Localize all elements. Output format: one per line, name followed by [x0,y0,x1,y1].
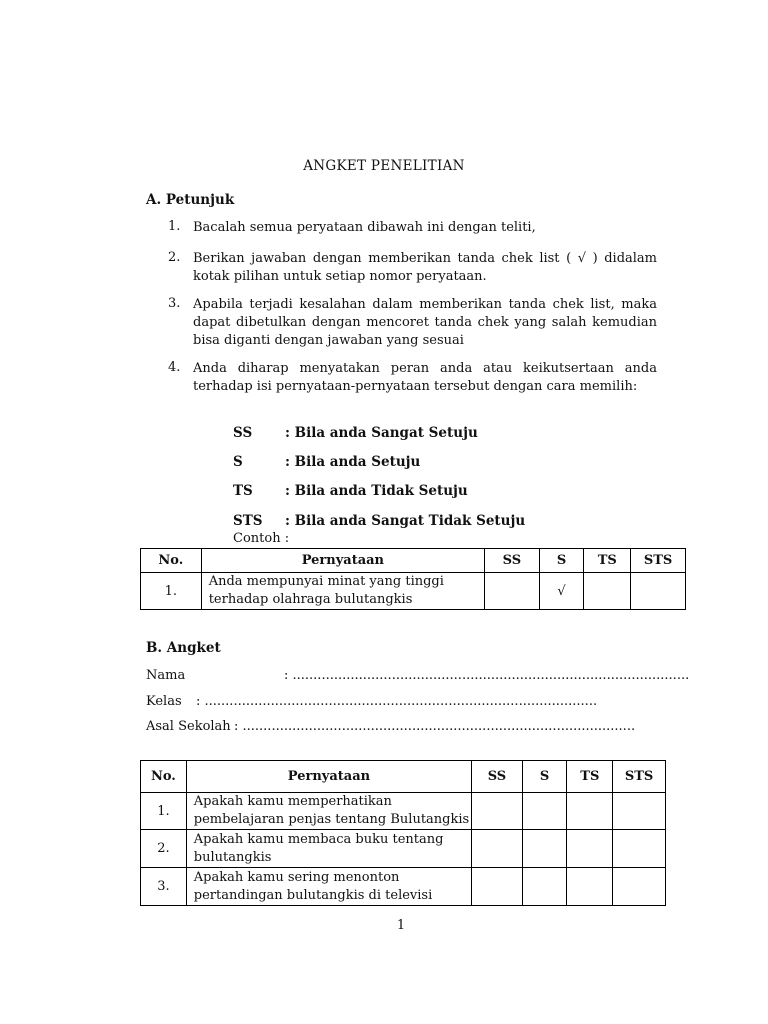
class-label: Kelas [146,694,182,709]
legend-code: S [233,454,243,470]
column-header: No. [141,761,187,793]
instruction-number: 4. [168,360,181,375]
class-field[interactable]: : ............................................................................................... [196,694,598,709]
column-header: S [539,549,584,573]
cell-ss[interactable] [485,573,540,610]
cell-sts[interactable] [631,573,686,610]
table-row [141,830,666,868]
cell-s[interactable] [522,830,567,868]
cell-s[interactable] [522,868,567,906]
cell-ss[interactable] [472,830,523,868]
row-number: 3. [141,868,187,906]
name-field[interactable]: : ................................................................................................ [284,668,690,683]
instruction-number: 3. [168,296,181,311]
row-number: 1. [141,793,187,830]
column-header: STS [613,761,666,793]
legend-code: STS [233,513,263,529]
cell-sts[interactable] [613,868,666,906]
cell-sts[interactable] [613,793,666,830]
cell-ts[interactable] [567,793,613,830]
instruction-text: Berikan jawaban dengan memberikan tanda chek list ( √ ) didalam kotak pilihan untuk setiap nomor peryataan. [193,251,657,284]
section-a-heading: A. Petunjuk [146,192,235,208]
instruction-number: 1. [168,219,181,234]
legend-description: : Bila anda Tidak Setuju [285,483,468,499]
legend-description: : Bila anda Setuju [285,454,421,470]
questionnaire-table [140,760,666,906]
page-number: 1 [396,918,406,933]
legend-description: : Bila anda Sangat Tidak Setuju [285,513,526,529]
cell-s[interactable]: √ [539,573,584,610]
cell-ts[interactable] [567,830,613,868]
row-statement: Apakah kamu sering menonton pertandingan bulutangkis di televisi [186,868,471,906]
column-header: SS [485,549,540,573]
table-row [141,793,666,830]
row-statement: Apakah kamu memperhatikan pembelajaran penjas tentang Bulutangkis [186,793,471,830]
cell-s[interactable] [522,793,567,830]
legend-description: : Bila anda Sangat Setuju [285,425,478,441]
legend-code: SS [233,425,253,441]
cell-ss[interactable] [472,793,523,830]
cell-sts[interactable] [613,830,666,868]
example-table [140,548,686,610]
column-header: SS [472,761,523,793]
cell-ts[interactable] [567,868,613,906]
instruction-text: Bacalah semua peryataan dibawah ini dengan teliti, [193,220,536,235]
row-statement: Apakah kamu membaca buku tentang bulutangkis [186,830,471,868]
instruction-text: Apabila terjadi kesalahan dalam memberikan tanda chek list, maka dapat dibetulkan dengan mencoret tanda chek yang salah kemudian bisa diganti dengan jawaban yang sesuai [193,297,657,348]
table-row [141,868,666,906]
column-header: S [522,761,567,793]
school-label: Asal Sekolah [146,719,231,734]
column-header: STS [631,549,686,573]
instruction-number: 2. [168,250,181,265]
school-field[interactable]: : ............................................................................................... [234,719,636,734]
column-header: Pernyataan [201,549,484,573]
column-header: No. [141,549,202,573]
row-number: 2. [141,830,187,868]
name-label: Nama [146,668,186,683]
row-statement: Anda mempunyai minat yang tinggi terhadap olahraga bulutangkis [201,573,484,610]
instruction-text: Anda diharap menyatakan peran anda atau keikutsertaan anda terhadap isi pernyataan-pernyataan tersebut dengan cara memilih: [193,361,657,394]
column-header: TS [584,549,631,573]
table-row [141,573,686,610]
row-number: 1. [141,573,202,610]
column-header: TS [567,761,613,793]
cell-ss[interactable] [472,868,523,906]
section-b-heading: B. Angket [146,640,221,656]
column-header: Pernyataan [186,761,471,793]
example-label: Contoh : [233,531,290,546]
document-title: ANGKET PENELITIAN [303,158,465,174]
legend-code: TS [233,483,253,499]
cell-ts[interactable] [584,573,631,610]
